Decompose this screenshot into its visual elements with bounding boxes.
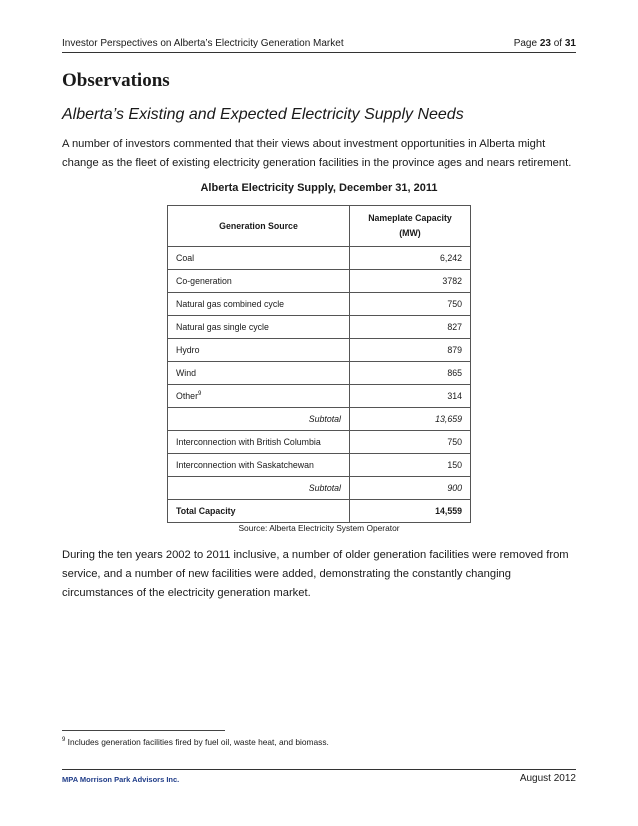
body-paragraph: During the ten years 2002 to 2011 inclusive, a number of older generation facilities were removed from service, and a number of new facilities were added, demonstrating the constantly changing circumstances of the electricity generation market. xyxy=(62,549,569,599)
capacity-cell: 3782 xyxy=(350,270,471,293)
source-cell: Natural gas single cycle xyxy=(168,316,350,339)
page-label: Page xyxy=(513,38,538,49)
table-title: Alberta Electricity Supply, December 31, 2011 xyxy=(200,182,438,194)
source-cell: Natural gas combined cycle xyxy=(168,293,350,316)
footnote-text: Includes generation facilities fired by fuel oil, waste heat, and biomass. xyxy=(67,737,329,747)
capacity-header-line2: (MW) xyxy=(399,228,421,238)
subtotal-label: Subtotal xyxy=(168,408,350,431)
column-header-capacity xyxy=(350,206,471,247)
footer-date: August 2012 xyxy=(519,773,576,784)
table-row xyxy=(168,293,471,316)
subtotal-value: 13,659 xyxy=(350,408,471,431)
table-row xyxy=(168,362,471,385)
page-of: of xyxy=(553,38,563,49)
column-header-source: Generation Source xyxy=(168,206,350,247)
capacity-cell: 879 xyxy=(350,339,471,362)
section-heading: Observations xyxy=(62,70,170,91)
total-value: 14,559 xyxy=(350,500,471,523)
page-total: 31 xyxy=(564,38,576,49)
total-label: Total Capacity xyxy=(168,500,350,523)
footnote-number: 9 xyxy=(62,737,66,744)
subtotal-row xyxy=(168,408,471,431)
capacity-cell: 150 xyxy=(350,454,471,477)
source-cell: Interconnection with British Columbia xyxy=(168,431,350,454)
page-current: 23 xyxy=(539,38,551,49)
header-title: Investor Perspectives on Alberta’s Electricity Generation Market xyxy=(62,38,344,49)
source-label: Other xyxy=(176,391,199,401)
header-page-number xyxy=(514,38,576,49)
capacity-cell: 750 xyxy=(350,431,471,454)
footnote-ref: 9 xyxy=(198,391,202,398)
table-row xyxy=(168,247,471,270)
electricity-supply-table xyxy=(167,205,471,523)
source-cell xyxy=(168,385,350,408)
total-row xyxy=(168,500,471,523)
subtotal-value: 900 xyxy=(350,477,471,500)
table-row xyxy=(168,431,471,454)
subtotal-label: Subtotal xyxy=(168,477,350,500)
table-row xyxy=(168,316,471,339)
capacity-header-line1: Nameplate Capacity xyxy=(368,213,452,223)
capacity-cell: 827 xyxy=(350,316,471,339)
footnote-divider xyxy=(62,730,225,731)
table-row xyxy=(168,270,471,293)
footer-divider xyxy=(62,769,576,770)
footer-company: MPA Morrison Park Advisors Inc. xyxy=(62,775,180,784)
table-row xyxy=(168,339,471,362)
source-cell: Hydro xyxy=(168,339,350,362)
capacity-cell: 6,242 xyxy=(350,247,471,270)
section-subheading: Alberta’s Existing and Expected Electricity Supply Needs xyxy=(62,106,464,123)
intro-paragraph: A number of investors commented that their views about investment opportunities in Alberta might change as the fleet of existing electricity generation facilities in the province ages and nears retirement. xyxy=(62,138,572,169)
table-source-note: Source: Alberta Electricity System Operator xyxy=(238,523,400,533)
source-cell: Interconnection with Saskatchewan xyxy=(168,454,350,477)
capacity-cell: 314 xyxy=(350,385,471,408)
source-cell: Co-generation xyxy=(168,270,350,293)
header-divider xyxy=(62,52,576,53)
table-header-row xyxy=(168,206,471,247)
capacity-cell: 750 xyxy=(350,293,471,316)
source-cell: Wind xyxy=(168,362,350,385)
footnote xyxy=(62,737,329,747)
source-cell: Coal xyxy=(168,247,350,270)
table-row xyxy=(168,454,471,477)
table-row xyxy=(168,385,471,408)
subtotal-row xyxy=(168,477,471,500)
capacity-cell: 865 xyxy=(350,362,471,385)
